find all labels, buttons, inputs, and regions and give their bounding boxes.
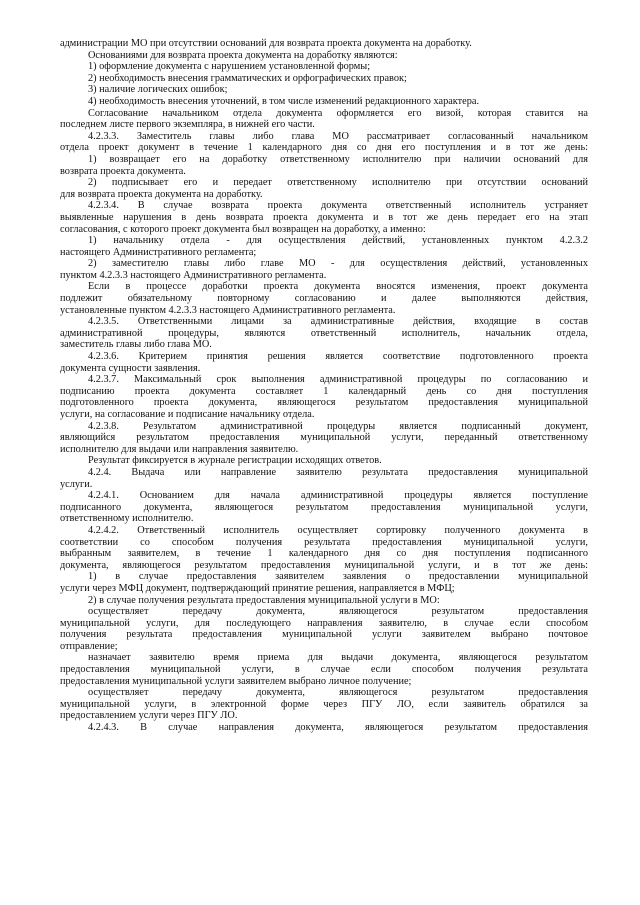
text-line: 4.2.4.3. В случае направления документа, являющегося результатом предоставления (88, 722, 588, 734)
text-line: услуги. (60, 478, 93, 490)
text-line: предоставления муниципальной услуги заявителем выбрано личное получение; (60, 675, 412, 687)
text-line: возврата проекта документа. (60, 165, 186, 177)
text-line: 4.2.3.4. В случае возврата проекта документа ответственный исполнитель устраняет (88, 200, 588, 212)
text-line: исполнителю для выдачи или направления заявителю. (60, 443, 299, 455)
text-line: 4.2.3.5. Ответственными лицами за административные действия, входящие в состав (88, 316, 588, 328)
text-line: 1) в случае предоставления заявителем заявления о предоставлении муниципальной (88, 571, 588, 583)
text-line: отправление; (60, 640, 118, 652)
text-line: последнем листе первого экземпляра, в нижней его части. (60, 119, 315, 131)
text-line: Если в процессе доработки проекта документа вносятся изменения, проект документа (88, 281, 588, 293)
text-line: Результат фиксируется в журнале регистрации исходящих ответов. (88, 455, 382, 467)
text-line: предоставления муниципальной услуги, в случае если способом получения результата (60, 664, 588, 676)
text-line: 4.2.3.3. Заместитель главы либо глава МО рассматривает согласованный начальником (88, 130, 588, 142)
text-line: Согласование начальником отдела документа оформляется его визой, которая ставится на (88, 107, 588, 119)
text-line: 3) наличие логических ошибок; (88, 84, 228, 96)
text-line: муниципальной услуги, в электронной форме через ПГУ ЛО, если заявитель обратился за (60, 698, 588, 710)
text-line: муниципальной услуги, для последующего направления заявителю, в случае если способом (60, 617, 588, 629)
text-line: 2) заместителю главы либо главе МО - для осуществления действий, установленных (88, 258, 588, 270)
text-line: осуществляет передачу документа, являющегося результатом предоставления (88, 687, 588, 699)
text-line: согласования, с которого проект документа был возвращен на доработку, а именно: (60, 223, 426, 235)
text-line: подготовленного проекта документа, являющегося результатом предоставления муниципальной (60, 397, 588, 409)
text-line: 1) возвращает его на доработку ответственному исполнителю при наличии оснований для (88, 153, 588, 165)
text-line: назначает заявителю время приема для выдачи документа, являющегося результатом (88, 652, 588, 664)
text-line: настоящего Административного регламента; (60, 246, 257, 258)
text-line: административной процедуры, являются ответственный исполнитель, начальник отдела, (60, 327, 588, 339)
text-line: установленные пунктом 4.2.3.3 настоящего Административного регламента. (60, 304, 396, 316)
text-line: заместитель главы либо глава МО. (60, 339, 212, 351)
text-line: 2) необходимость внесения грамматических и орфографических правок; (88, 72, 407, 84)
text-line: Основаниями для возврата проекта документа на доработку являются: (88, 49, 398, 61)
text-line: 1) начальнику отдела - для осуществления действий, установленных пунктом 4.2.3.2 (88, 235, 588, 247)
text-line: 4.2.3.6. Критерием принятия решения является соответствие подготовленного проекта (88, 351, 588, 363)
text-line: 4.2.3.8. Результатом административной процедуры является подписанный документ, (88, 420, 588, 432)
text-line: 2) в случае получения результата предоставления муниципальной услуги в МО: (88, 594, 440, 606)
text-line: 1) оформление документа с нарушением установленной формы; (88, 61, 371, 73)
text-line: подписанного документа, являющегося результатом предоставления муниципальной услуги, (60, 501, 588, 513)
text-line: предоставлением услуги через ПГУ ЛО. (60, 710, 238, 722)
text-line: соответствии со способом получения результата предоставления муниципальной услуги, (60, 536, 588, 548)
text-line: 4.2.4.1. Основанием для начала административной процедуры является поступление (88, 490, 588, 502)
text-line: для возврата проекта документа на доработку. (60, 188, 263, 200)
text-line: 4) необходимость внесения уточнений, в том числе изменений редакционного характера. (88, 95, 480, 107)
text-line: являющийся результатом предоставления муниципальной услуги, переданный ответственному (60, 432, 588, 444)
text-line: выявленные нарушения в день возврата проекта документа и в тот же день передает его на этап (60, 211, 588, 223)
text-line: осуществляет передачу документа, являющегося результатом предоставления (88, 606, 588, 618)
text-line: услуги, на согласование и подписание начальнику отдела. (60, 409, 315, 420)
document-text-body (60, 38, 588, 734)
text-line: отдела проект документ в течение 1 календарного дня со дня его поступления и в тот же день: (60, 142, 588, 154)
text-line: ответственному исполнителю. (60, 513, 194, 525)
text-line: 4.2.3.7. Максимальный срок выполнения административной процедуры по согласованию и (88, 374, 588, 386)
text-line: 2) подписывает его и передает ответственному исполнителю при отсутствии оснований (88, 177, 588, 189)
text-line: 4.2.4.2. Ответственный исполнитель осуществляет сортировку полученного документа в (88, 524, 588, 536)
text-line: услуги через МФЦ документ, подтверждающий принятие решения, направляется в МФЦ; (60, 582, 455, 594)
text-line: администрации МО при отсутствии оснований для возврата проекта документа на доработку. (60, 38, 472, 49)
text-line: выбранным заявителем, в течение 1 календарного дня со дня поступления подписанного (60, 548, 588, 560)
text-line: документа сущности заявления. (60, 362, 201, 374)
text-line: документа, являющегося результатом предоставления муниципальной услуги, и в тот же день: (60, 559, 588, 571)
text-line: 4.2.4. Выдача или направление заявителю результата предоставления муниципальной (88, 466, 588, 478)
text-line: подписанию проекта документа составляет 1 календарный день со дня поступления (60, 385, 588, 397)
text-line: пунктом 4.2.3.3 настоящего Административного регламента. (60, 269, 327, 281)
text-line: получения результата предоставления муниципальной услуги заявителем выбрано почтовое (60, 629, 588, 641)
text-line: подлежит обязательному повторному согласованию и далее выполняются действия, (60, 293, 588, 305)
